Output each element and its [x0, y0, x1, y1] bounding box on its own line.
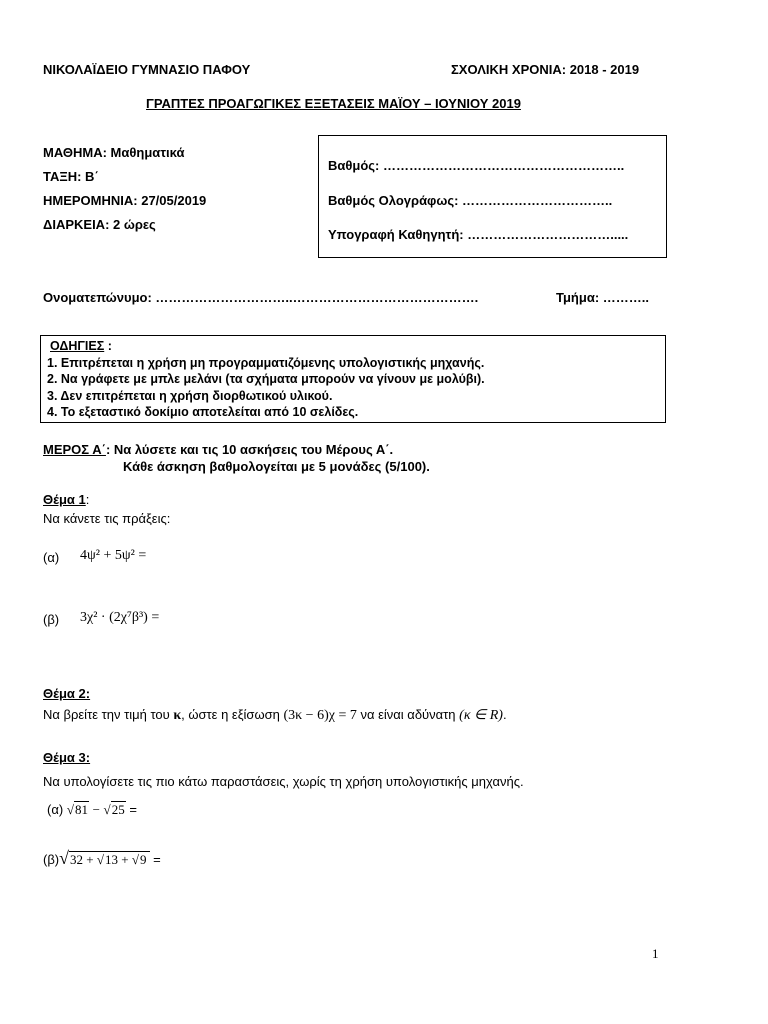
q1-a-label: (α)	[43, 550, 60, 565]
q3-a-r2: 25	[111, 802, 125, 817]
sqrt-81: √81	[66, 802, 88, 817]
instructions-heading	[47, 338, 665, 355]
duration-line: ΔΙΑΡΚΕΙΑ: 2 ώρες	[43, 217, 156, 232]
q1-title-suffix: :	[85, 492, 90, 507]
q2-text-after: να είναι αδύνατη	[356, 707, 460, 722]
q3-b-expression	[43, 848, 161, 869]
grade-words-field[interactable]: Βαθμός Ολογράφως: ……………………………..	[328, 193, 613, 208]
q1-prompt: Να κάνετε τις πράξεις:	[43, 511, 171, 526]
subject-line: ΜΑΘΗΜΑ: Μαθηματικά	[43, 145, 185, 160]
q3-b-n3: 9	[140, 852, 147, 867]
q3-b-label: (β)	[43, 852, 60, 867]
q3-title: Θέμα 3:	[43, 750, 91, 765]
sqrt-9: √9	[131, 852, 147, 867]
q3-b-n2: 13	[105, 852, 119, 867]
instructions-title-suffix: :	[104, 339, 112, 353]
q3-b-eq: =	[153, 852, 161, 867]
part-a-label-suffix: :	[105, 442, 111, 457]
instruction-item: 2. Να γράφετε με μπλε μελάνι (τα σχήματα μπορούν να γίνουν με μολύβι).	[47, 372, 485, 386]
q1-title: Θέμα 1	[43, 492, 86, 507]
exam-title: ΓΡΑΠΤΕΣ ΠΡΟΑΓΩΓΙΚΕΣ ΕΞΕΤΑΣΕΙΣ ΜΑΪΟΥ – ΙΟΥΝΙΟΥ 2019	[146, 96, 521, 111]
q3-b-plus1: +	[86, 852, 94, 867]
q3-a-minus: −	[92, 802, 100, 817]
q2-kappa: κ	[173, 708, 182, 723]
q2-title: Θέμα 2:	[43, 686, 91, 701]
q3-a-expression	[47, 802, 137, 818]
q3-prompt: Να υπολογίσετε τις πιο κάτω παραστάσεις, χωρίς τη χρήση υπολογιστικής μηχανής.	[43, 774, 524, 789]
q2-text	[43, 707, 507, 724]
q3-b-n1: 32	[70, 852, 84, 867]
date-line: ΗΜΕΡΟΜΗΝΙΑ: 27/05/2019	[43, 193, 207, 208]
sqrt-inner: √13 + √9	[96, 852, 147, 867]
q1-b-expression: 3χ² · (2χ⁷β³) =	[80, 610, 160, 625]
q2-condition: (κ ∈ R)	[459, 708, 503, 723]
sqrt-25: √25	[103, 802, 125, 817]
instructions-title: ΟΔΗΓΙΕΣ	[50, 339, 105, 353]
part-a-line2: Κάθε άσκηση βαθμολογείται με 5 μονάδες (5/100).	[123, 459, 430, 474]
q2-text-mid: , ώστε η εξίσωση	[181, 707, 284, 722]
q3-a-eq: =	[129, 802, 137, 817]
grade-field[interactable]: Βαθμός: ………………………………………………..	[328, 158, 625, 173]
instruction-item: 1. Επιτρέπεται η χρήση μη προγραμματιζόμενης υπολογιστικής μηχανής.	[47, 355, 485, 370]
q3-b-plus2: +	[121, 852, 129, 867]
page-number: 1	[652, 946, 659, 961]
student-name-field[interactable]: Ονοματεπώνυμο: …………………………..…………………………………….	[43, 290, 479, 305]
part-a-text1: Να λύσετε και τις 10 ασκήσεις του Μέρους Α΄.	[110, 442, 394, 457]
class-line: ΤΑΞΗ: Β΄	[43, 169, 99, 184]
instructions-box	[40, 335, 666, 423]
q1-a-expression: 4ψ² + 5ψ² =	[80, 548, 147, 563]
grade-box	[318, 135, 667, 258]
school-year: ΣΧΟΛΙΚΗ ΧΡΟΝΙΑ: 2018 - 2019	[451, 62, 640, 77]
part-a-line1	[43, 442, 393, 457]
teacher-signature-field[interactable]: Υπογραφή Καθηγητή: …………………………….....	[328, 227, 629, 242]
q2-equation: (3κ − 6)χ = 7	[283, 708, 357, 723]
section-field[interactable]: Τμήμα: ………..	[556, 290, 649, 305]
q3-a-label: (α)	[47, 802, 64, 817]
part-a-label: ΜΕΡΟΣ Α΄	[43, 442, 106, 457]
q2-end: .	[502, 707, 507, 722]
q1-title-line	[43, 492, 89, 507]
q1-b-label: (β)	[43, 612, 60, 627]
instruction-item: 3. Δεν επιτρέπεται η χρήση διορθωτικού υλικού.	[47, 388, 333, 403]
q3-a-r1: 81	[74, 802, 88, 817]
sqrt-outer: √32 + √13 + √9	[59, 848, 149, 869]
instruction-item: 4. Το εξεταστικό δοκίμιο αποτελείται από 10 σελίδες.	[47, 405, 359, 419]
q2-text-before: Να βρείτε την τιμή του	[43, 707, 174, 722]
school-name: ΝΙΚΟΛΑΪΔΕΙΟ ΓΥΜΝΑΣΙΟ ΠΑΦΟΥ	[43, 62, 251, 77]
